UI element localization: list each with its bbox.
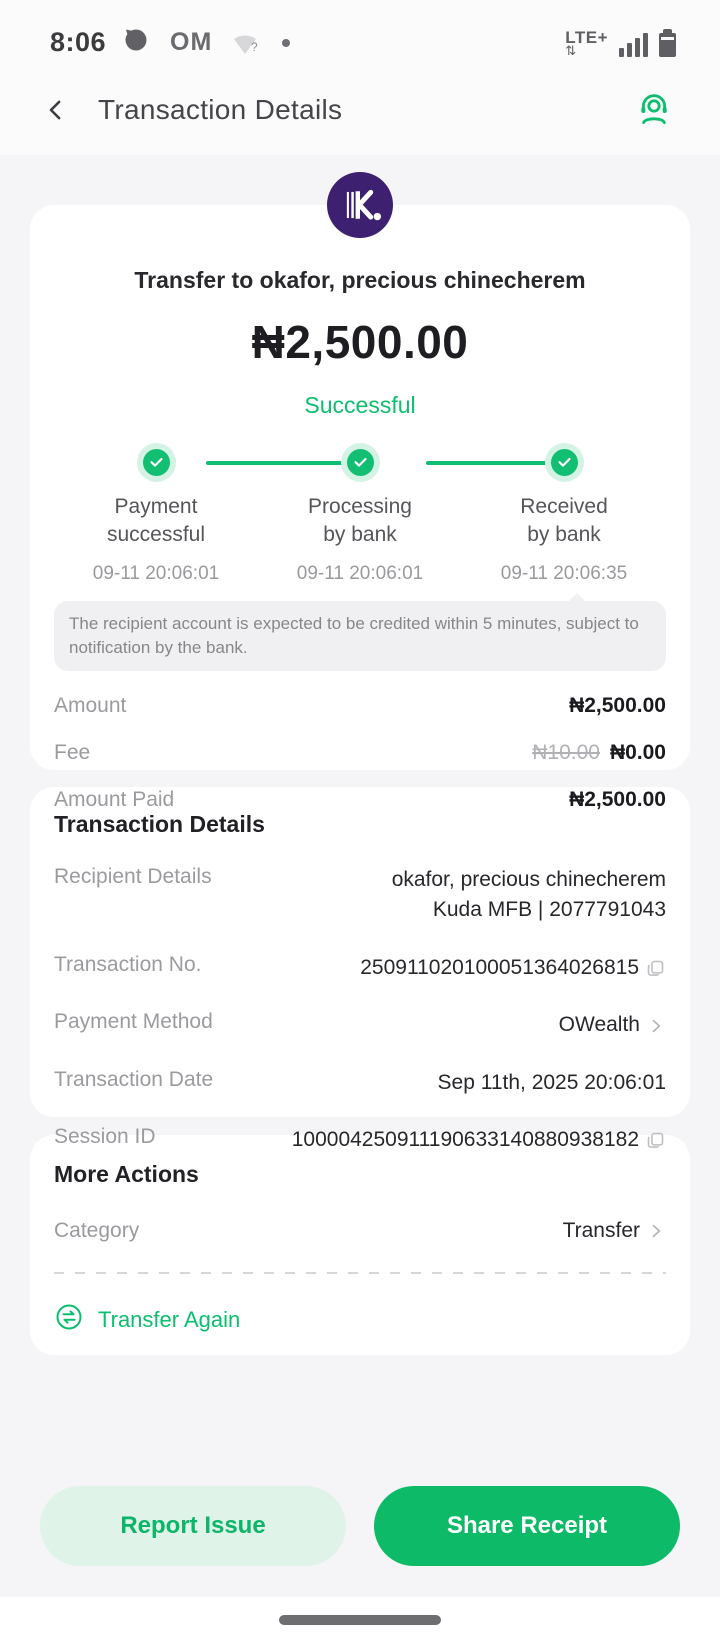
step-connector: [426, 461, 566, 465]
summary-card: [30, 205, 690, 812]
chevron-right-icon: [646, 1221, 666, 1241]
session-id-row: Session ID 100004250911190633140880938182: [54, 1125, 666, 1155]
step-timestamp: 09-11 20:06:01: [92, 562, 220, 584]
battery-icon: [659, 29, 676, 57]
check-circle-icon: [347, 449, 374, 476]
dot-icon: [282, 39, 290, 47]
app-header: [0, 75, 720, 145]
fee-value: ₦0.00: [609, 741, 666, 765]
copy-icon[interactable]: [645, 958, 666, 979]
transfer-again-label: Transfer Again: [98, 1306, 241, 1332]
details-card: [30, 787, 690, 1152]
customer-support-button[interactable]: [632, 88, 676, 132]
payment-method-row[interactable]: Payment Method OWealth: [54, 1010, 666, 1040]
fee-row: Fee ₦10.00 ₦0.00: [54, 741, 666, 765]
back-chevron-icon: [41, 95, 71, 125]
amount-breakdown: [54, 694, 666, 812]
progress-steps: [54, 449, 666, 585]
check-circle-icon: [143, 449, 170, 476]
transaction-no-row: Transaction No. 250911020100051364026815: [54, 953, 666, 983]
gesture-handle[interactable]: [279, 1615, 441, 1625]
more-actions-title: More Actions: [54, 1161, 199, 1187]
amount-row: Amount ₦2,500.00: [54, 694, 666, 718]
wifi-question-icon: [232, 30, 262, 56]
network-type-icon: LTE+ ⇅: [565, 27, 608, 58]
fee-old-value: ₦10.00: [532, 741, 600, 765]
step-payment-successful: Payment successful 09-11 20:06:01: [54, 449, 258, 585]
recipient-name: okafor, precious chinecherem: [391, 868, 666, 891]
details-card-title: Transaction Details: [54, 811, 265, 837]
step-received-by-bank: Received by bank 09-11 20:06:35: [462, 449, 666, 585]
signal-icon: [619, 33, 648, 57]
transfer-again-button[interactable]: [54, 1302, 666, 1337]
bottom-nav-bar: [0, 1597, 720, 1640]
payment-method-value: OWealth: [558, 1013, 640, 1037]
category-row[interactable]: Category Transfer: [54, 1216, 666, 1246]
step-connector: [206, 461, 346, 465]
copy-icon[interactable]: [645, 1130, 666, 1151]
step-timestamp: 09-11 20:06:35: [500, 562, 628, 584]
recipient-bank-account: Kuda MFB | 2077791043: [432, 898, 666, 922]
share-receipt-button[interactable]: Share Receipt: [374, 1486, 680, 1566]
step-processing-by-bank: Processing by bank 09-11 20:06:01: [258, 449, 462, 585]
transaction-amount: ₦2,500.00: [251, 316, 469, 368]
status-bar: [0, 0, 720, 75]
credit-notice: The recipient account is expected to be credited within 5 minutes, subject to notification by the bank.: [54, 601, 666, 671]
chevron-right-icon: [646, 1016, 666, 1036]
kuda-bank-logo: [327, 172, 393, 243]
page-title: Transaction Details: [98, 94, 343, 125]
svg-text:?: ?: [251, 39, 259, 54]
back-button[interactable]: [36, 90, 76, 130]
more-actions-card: [30, 1135, 690, 1355]
customer-support-icon: [634, 90, 674, 130]
transaction-title: Transfer to okafor, precious chinecherem: [134, 267, 586, 293]
category-value: Transfer: [562, 1219, 640, 1242]
transaction-status: Successful: [304, 392, 416, 418]
network-arrows-icon: ⇅: [565, 42, 577, 58]
chat-bubble-icon: [122, 26, 150, 59]
report-issue-button[interactable]: Report Issue: [40, 1486, 346, 1566]
dashed-divider: [54, 1272, 666, 1274]
status-time: 8:06: [50, 27, 107, 57]
check-circle-icon: [551, 449, 578, 476]
transaction-number: 250911020100051364026815: [360, 955, 639, 979]
top-zone: [0, 0, 720, 155]
session-id-value: 100004250911190633140880938182: [291, 1128, 639, 1152]
amount-paid-row: Amount Paid ₦2,500.00: [54, 788, 666, 812]
recipient-details-row: Recipient Details okafor, precious chinecherem Kuda MFB | 2077791043: [54, 865, 666, 922]
transfer-again-icon: [54, 1302, 84, 1337]
footer-buttons: [40, 1486, 680, 1566]
transaction-date-row: Transaction Date Sep 11th, 2025 20:06:01: [54, 1068, 666, 1098]
notice-arrow: [568, 593, 586, 602]
step-timestamp: 09-11 20:06:01: [296, 562, 424, 584]
transaction-date-value: Sep 11th, 2025 20:06:01: [437, 1070, 666, 1094]
om-notification-icon: OM: [170, 28, 213, 56]
